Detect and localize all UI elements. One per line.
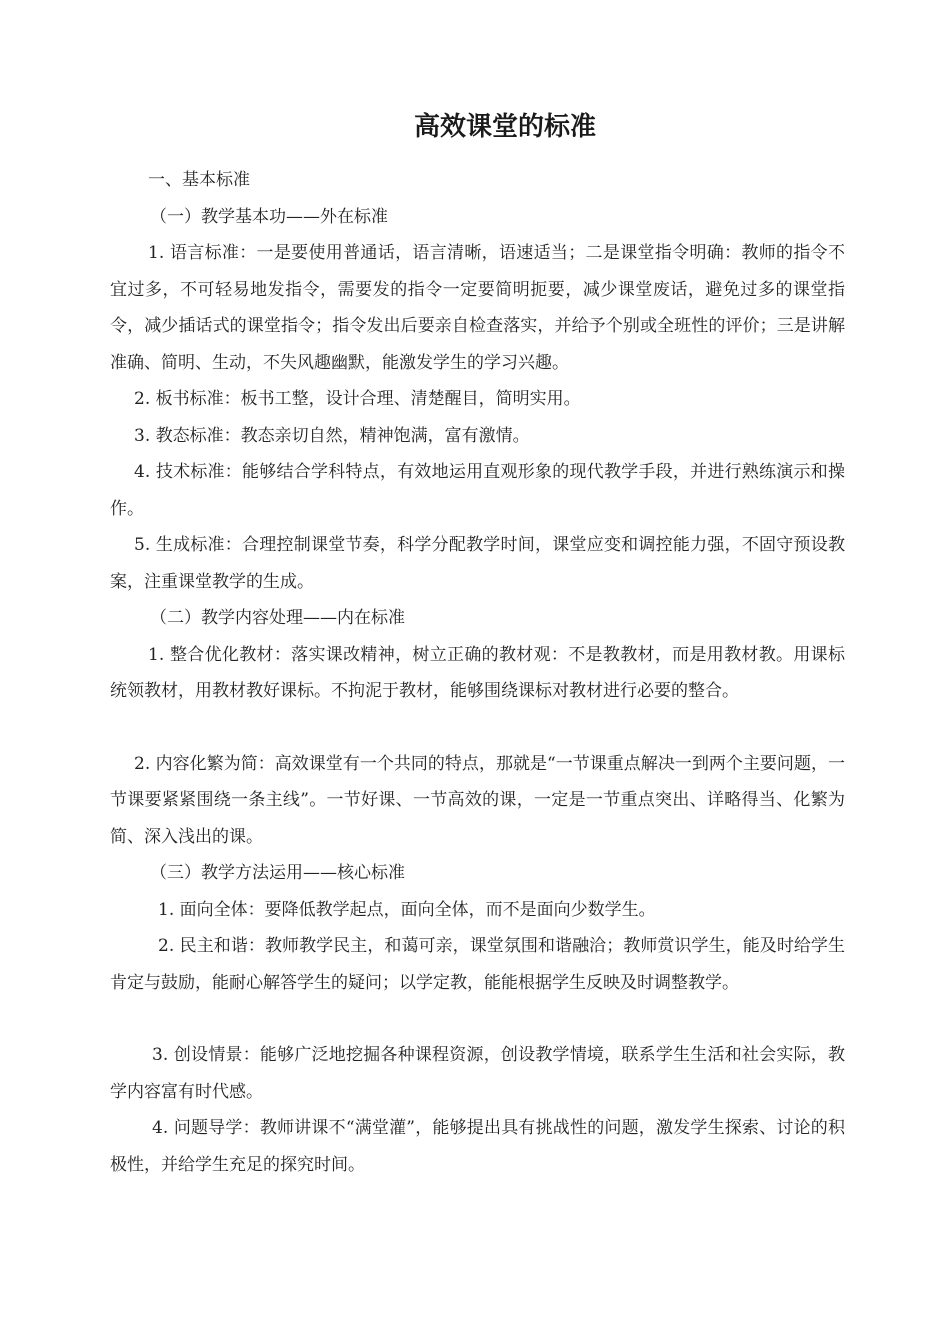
paragraph-create-context: 3. 创设情景：能够广泛地挖掘各种课程资源，创设教学情境，联系学生生活和社会实际，教学内容富有时代感。 [110, 1045, 845, 1102]
paragraph-language-standard: 1. 语言标准：一是要使用普通话，语言清晰，语速适当；二是课堂指令明确：教师的指令不宜过多，不可轻易地发指令，需要发的指令一定要简明扼要，减少课堂废话，避免过多的课堂指令，减少插话式的课堂指令；指令发出后要亲自检查落实，并给予个别或全班性的评价；三是讲解准确、简明、生动，不失风趣幽默，能激发学生的学习兴趣。 [110, 243, 845, 373]
paragraph-problem-guided: 4. 问题导学：教师讲课不“满堂灌”，能够提出具有挑战性的问题，激发学生探索、讨论的积极性，并给学生充足的探究时间。 [110, 1118, 845, 1175]
subsection-heading-content: （二）教学内容处理——内在标准 [150, 608, 405, 628]
subsection-heading-methods: （三）教学方法运用——核心标准 [150, 863, 405, 883]
paragraph-simplify-content: 2. 内容化繁为简：高效课堂有一个共同的特点，那就是“一节课重点解决一到两个主要问题，一节课要紧紧围绕一条主线”。一节好课、一节高效的课，一定是一节重点突出、详略得当、化繁为简、深入浅出的课。 [110, 753, 845, 847]
paragraph-generation-standard: 5. 生成标准：合理控制课堂节奏，科学分配教学时间，课堂应变和调控能力强，不固守预设教案，注重课堂教学的生成。 [110, 535, 845, 592]
page-title: 高效课堂的标准 [413, 112, 596, 142]
document-body [110, 162, 845, 1183]
section-heading-basic: 一、基本标准 [148, 170, 250, 190]
paragraph-textbook-integration: 1. 整合优化教材：落实课改精神，树立正确的教材观：不是教教材，而是用教材教。用课标统领教材，用教材教好课标。不拘泥于教材，能够围绕课标对教材进行必要的整合。 [110, 644, 845, 701]
blank-line [110, 1001, 845, 1037]
paragraph-whole-class: 1. 面向全体：要降低教学起点，面向全体，而不是面向少数学生。 [158, 899, 656, 920]
paragraph-demeanor-standard: 3. 教态标准：教态亲切自然，精神饱满，富有激情。 [134, 425, 530, 446]
subsection-heading-skills: （一）教学基本功——外在标准 [150, 206, 388, 227]
paragraph-blackboard-standard: 2. 板书标准：板书工整，设计合理、清楚醒目，简明实用。 [134, 389, 581, 409]
paragraph-technology-standard: 4. 技术标准：能够结合学科特点，有效地运用直观形象的现代教学手段，并进行熟练演示和操作。 [110, 462, 845, 519]
blank-line [110, 710, 845, 746]
paragraph-democratic-harmony: 2. 民主和谐：教师教学民主，和蔼可亲，课堂氛围和谐融洽；教师赏识学生，能及时给学生肯定与鼓励，能耐心解答学生的疑问；以学定教，能能根据学生反映及时调整教学。 [110, 936, 845, 993]
